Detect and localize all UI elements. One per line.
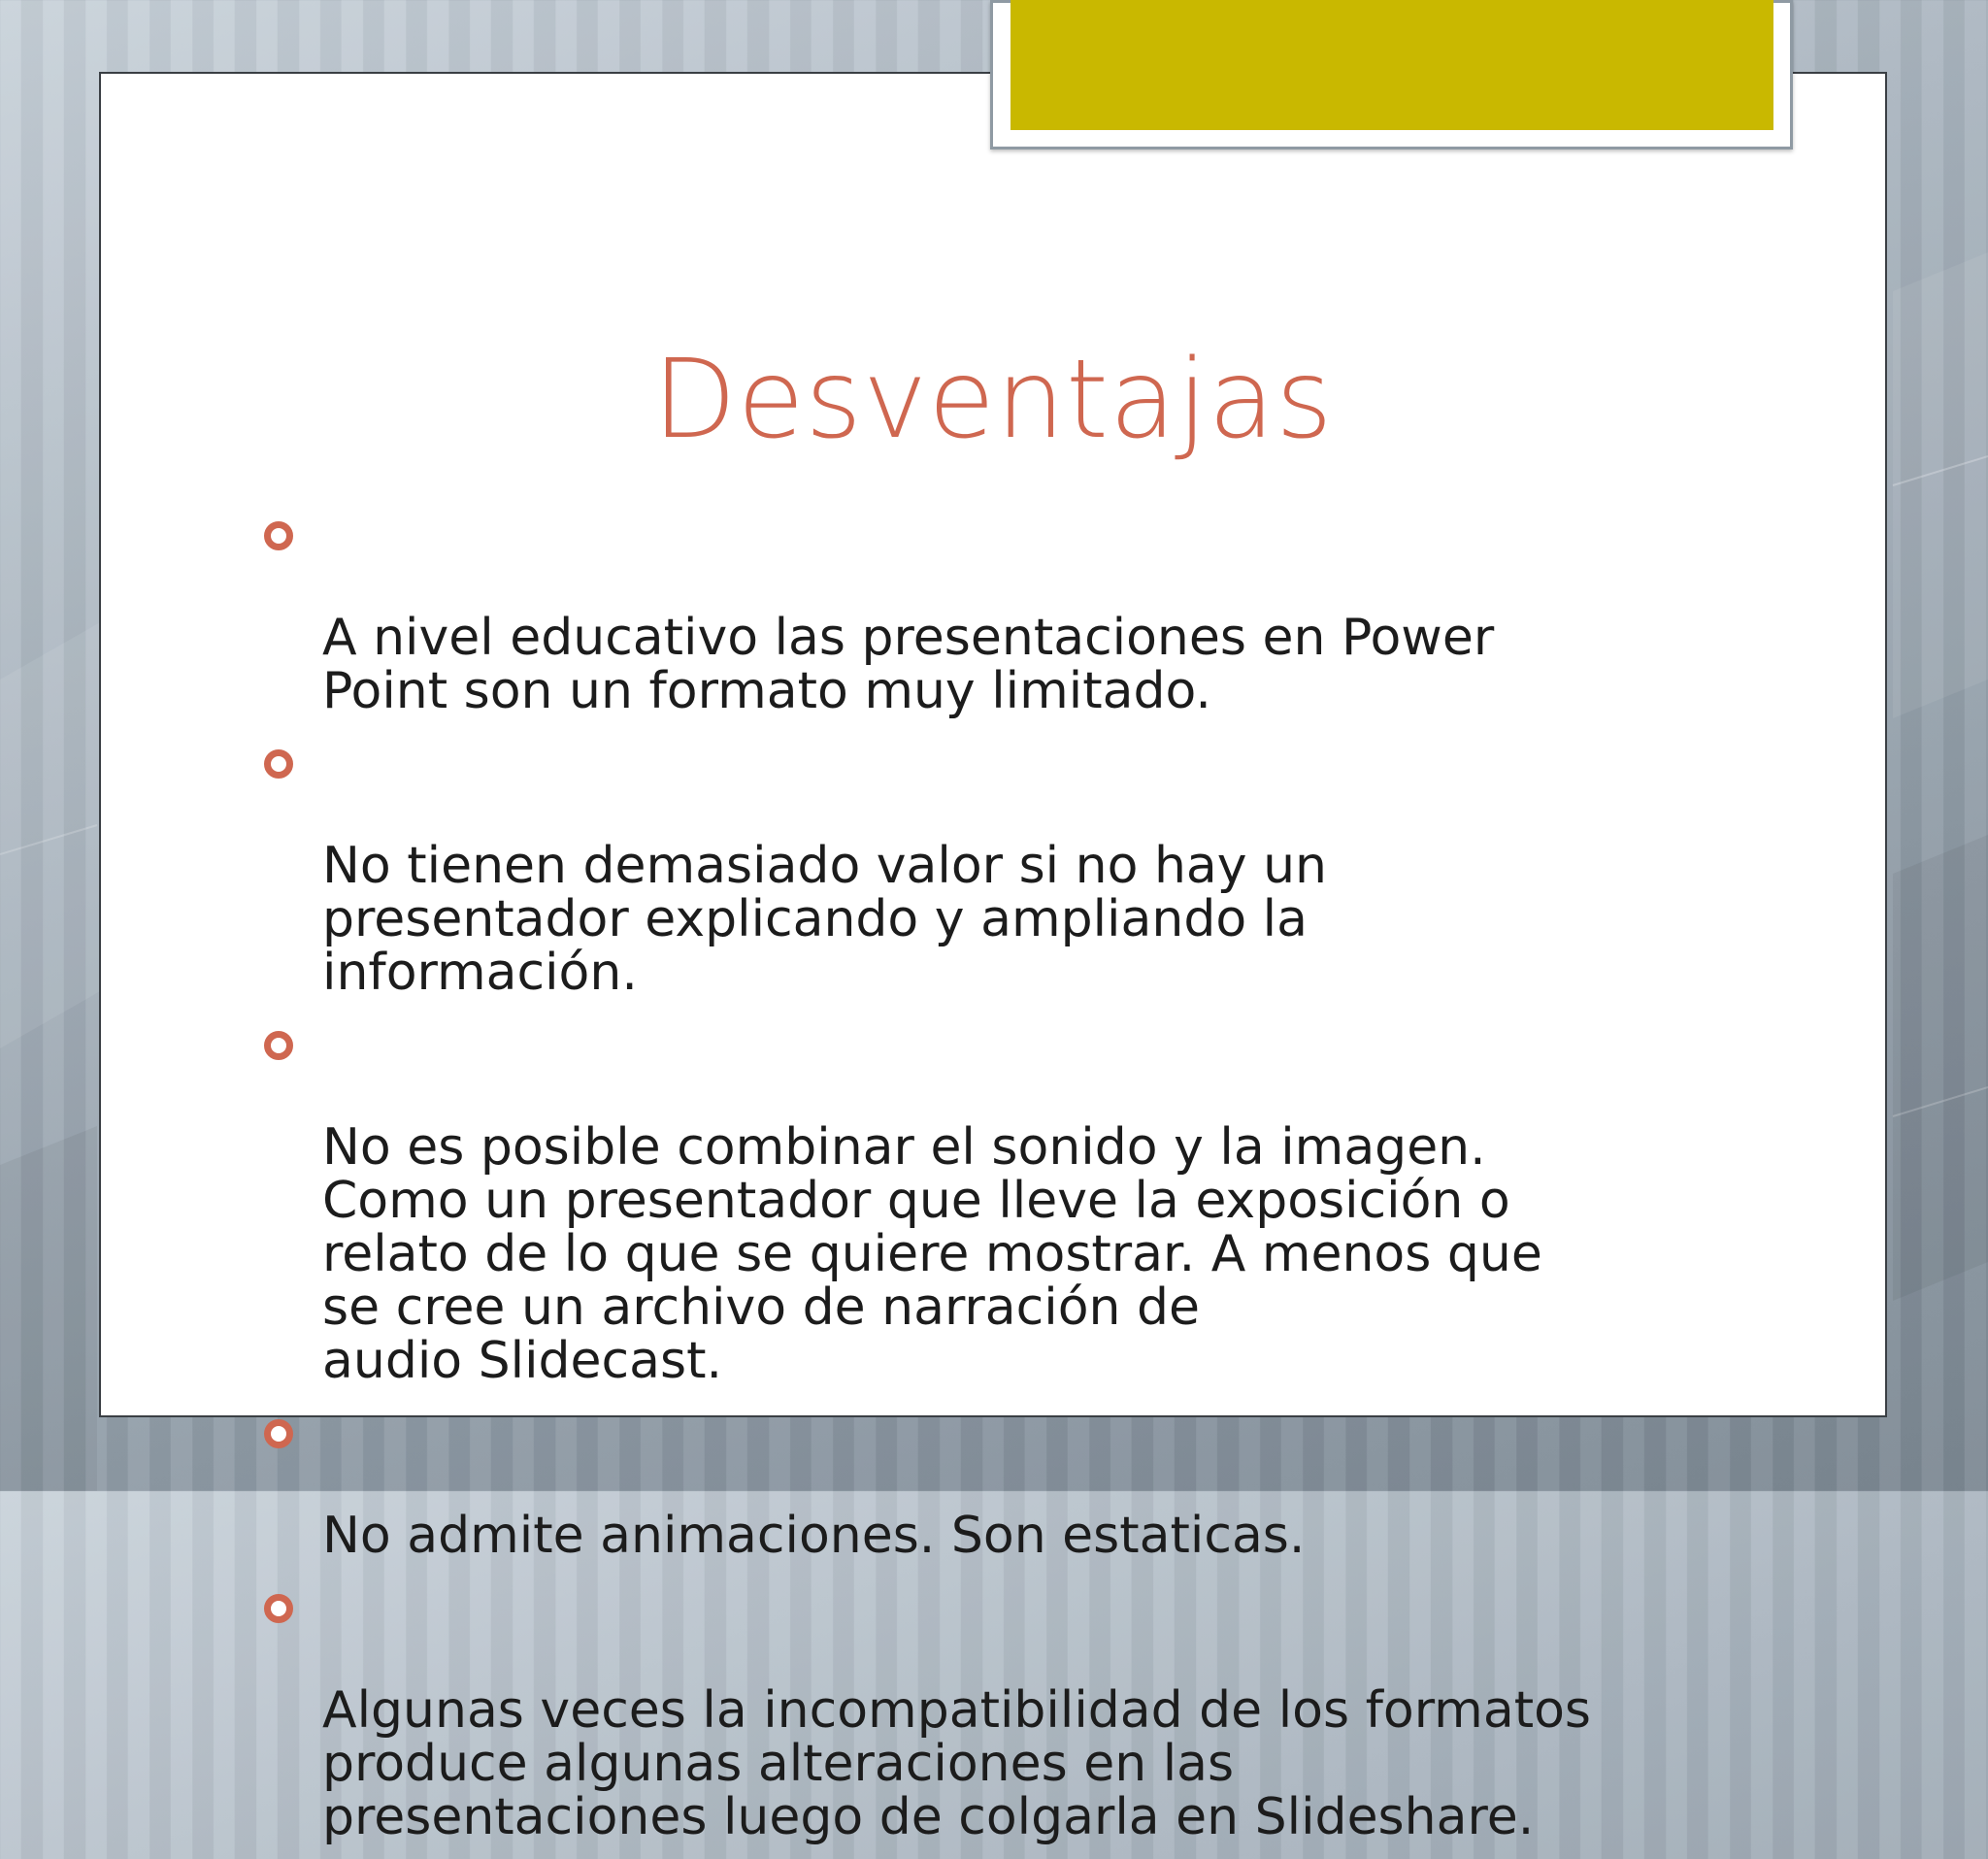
hollow-circle-bullet-icon <box>264 521 293 550</box>
hollow-circle-bullet-icon <box>264 1031 293 1060</box>
bullet-text: No es posible combinar el sonido y la imagen. Como un presentador que lleve la exposición o relato de lo que se quiere mostrar. A menos que se cree un archivo de narración de audio Slidecast. <box>322 1118 1542 1390</box>
bullet-text: Algunas veces la incompatibilidad de los formatos produce algunas alteraciones en las presentaciones luego de colgarla en Slideshare. <box>322 1681 1591 1846</box>
slide-title: Desventajas <box>652 337 1334 463</box>
bullet-text: No admite animaciones. Son estaticas. <box>322 1507 1306 1565</box>
bullet-item <box>262 1403 1718 1563</box>
bullet-item <box>262 505 1718 718</box>
hollow-circle-bullet-icon <box>264 1419 293 1448</box>
hollow-circle-bullet-icon <box>264 749 293 779</box>
bullet-list <box>262 505 1718 1859</box>
bullet-item <box>262 733 1718 1000</box>
bullet-text: No tienen demasiado valor si no hay un presentador explicando y ampliando la información. <box>322 837 1327 1002</box>
bullet-item <box>262 1577 1718 1844</box>
hollow-circle-bullet-icon <box>264 1594 293 1623</box>
bullet-text: A nivel educativo las presentaciones en Power Point son un formato muy limitado. <box>322 609 1495 720</box>
accent-tab <box>1011 0 1773 130</box>
bullet-item <box>262 1014 1718 1388</box>
